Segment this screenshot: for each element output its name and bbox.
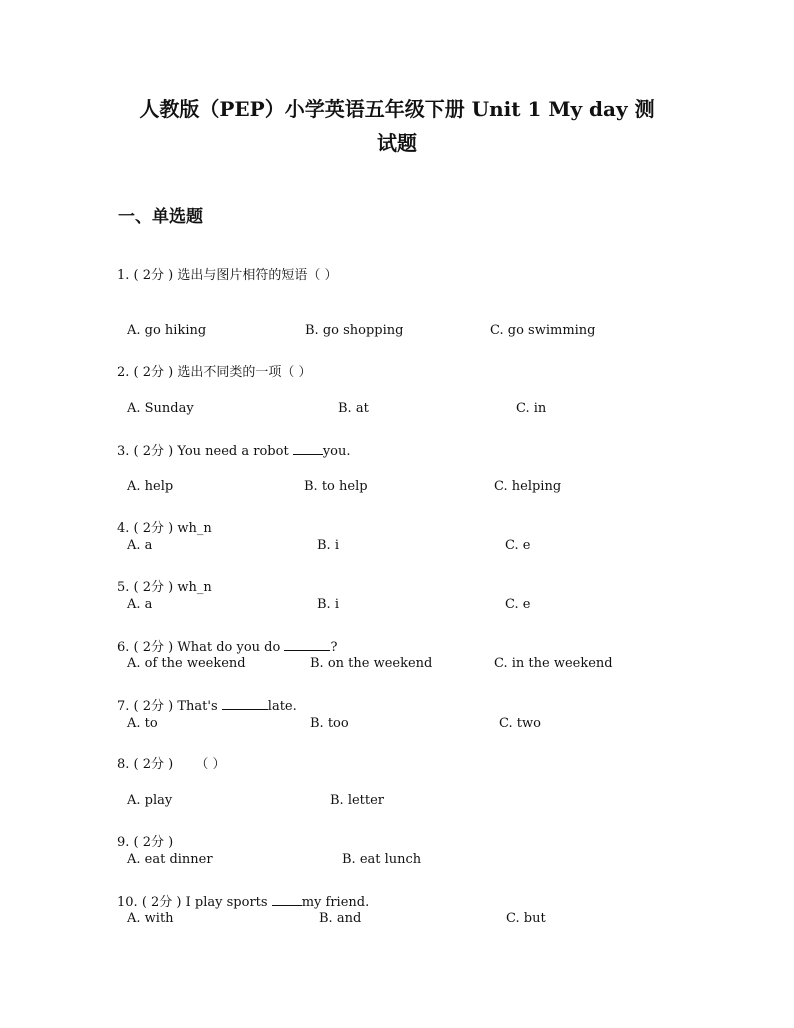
question-number: 1.	[117, 268, 130, 283]
question-score: ( 2分 )	[133, 444, 174, 459]
question-number: 6.	[117, 640, 130, 655]
question-4	[117, 517, 212, 536]
question-stem-before: What do you do	[177, 640, 285, 655]
option-b[interactable]: B. too	[310, 716, 349, 731]
option-b[interactable]: B. letter	[330, 793, 385, 808]
answer-blank	[272, 894, 302, 906]
option-a[interactable]: A. Sunday	[127, 401, 194, 416]
question-5-options	[127, 597, 687, 615]
question-2-options	[127, 401, 687, 419]
question-number: 2.	[117, 365, 130, 380]
question-7-options	[127, 716, 687, 734]
question-2	[117, 361, 312, 380]
question-stem: 选出不同类的一项（ ）	[177, 365, 312, 380]
question-8-options	[127, 793, 687, 811]
question-score: ( 2分 )	[133, 835, 174, 850]
option-a[interactable]: A. a	[127, 538, 153, 553]
question-7	[117, 695, 297, 714]
option-c[interactable]: C. e	[505, 597, 531, 612]
question-6-options	[127, 656, 687, 674]
question-number: 7.	[117, 699, 130, 714]
section-heading: 一、单选题	[118, 207, 203, 227]
question-score: ( 2分 )	[133, 521, 174, 536]
option-c[interactable]: C. e	[505, 538, 531, 553]
option-a[interactable]: A. of the weekend	[127, 656, 246, 671]
question-stem-before: I play sports	[185, 895, 272, 910]
answer-blank	[222, 698, 268, 710]
option-c[interactable]: C. two	[499, 716, 541, 731]
question-score: ( 2分 )	[133, 699, 174, 714]
question-score: ( 2分 )	[133, 757, 174, 772]
question-10-options	[127, 911, 687, 929]
question-3-options	[127, 479, 687, 497]
question-number: 8.	[117, 757, 130, 772]
answer-blank	[284, 639, 330, 651]
option-a[interactable]: A. play	[127, 793, 173, 808]
question-8	[117, 753, 226, 772]
question-1	[117, 264, 338, 283]
option-a[interactable]: A. a	[127, 597, 153, 612]
question-stem-before: You need a robot	[177, 444, 293, 459]
test-title-line-1: 人教版（PEP）小学英语五年级下册 Unit 1 My day 测	[139, 97, 655, 121]
question-5	[117, 576, 212, 595]
question-stem: （ ）	[195, 757, 226, 772]
option-b[interactable]: B. on the weekend	[310, 656, 433, 671]
option-b[interactable]: B. go shopping	[305, 323, 404, 338]
question-9	[117, 831, 173, 850]
question-score: ( 2分 )	[133, 268, 174, 283]
question-score: ( 2分 )	[133, 640, 174, 655]
option-b[interactable]: B. i	[317, 538, 339, 553]
question-6	[117, 636, 337, 655]
question-stem-after: ?	[330, 640, 338, 655]
question-stem: wh_n	[177, 521, 212, 536]
question-number: 3.	[117, 444, 130, 459]
question-stem: wh_n	[177, 580, 212, 595]
test-title-line-2: 试题	[377, 131, 417, 155]
question-stem-after: late.	[267, 699, 297, 714]
question-4-options	[127, 538, 687, 556]
option-a[interactable]: A. eat dinner	[127, 852, 213, 867]
option-c[interactable]: C. helping	[494, 479, 562, 494]
question-stem-after: my friend.	[301, 895, 370, 910]
question-number: 4.	[117, 521, 130, 536]
option-a[interactable]: A. to	[127, 716, 158, 731]
question-stem-after: you.	[322, 444, 351, 459]
question-number: 10.	[117, 895, 138, 910]
option-c[interactable]: C. in	[516, 401, 547, 416]
option-b[interactable]: B. at	[338, 401, 369, 416]
question-number: 9.	[117, 835, 130, 850]
question-score: ( 2分 )	[141, 895, 182, 910]
question-1-options	[127, 323, 687, 341]
question-score: ( 2分 )	[133, 580, 174, 595]
question-number: 5.	[117, 580, 130, 595]
option-b[interactable]: B. and	[319, 911, 362, 926]
option-b[interactable]: B. i	[317, 597, 339, 612]
answer-blank	[293, 443, 323, 455]
question-stem-before: That's	[177, 699, 222, 714]
option-a[interactable]: A. go hiking	[127, 323, 207, 338]
option-c[interactable]: C. but	[506, 911, 546, 926]
option-c[interactable]: C. in the weekend	[494, 656, 613, 671]
test-title	[110, 92, 684, 160]
option-b[interactable]: B. to help	[304, 479, 368, 494]
option-a[interactable]: A. with	[127, 911, 174, 926]
question-10	[117, 891, 369, 910]
option-a[interactable]: A. help	[127, 479, 174, 494]
question-score: ( 2分 )	[133, 365, 174, 380]
question-3	[117, 440, 351, 459]
question-stem: 选出与图片相符的短语（ ）	[177, 268, 338, 283]
option-c[interactable]: C. go swimming	[490, 323, 596, 338]
option-b[interactable]: B. eat lunch	[342, 852, 422, 867]
question-9-options	[127, 852, 687, 870]
